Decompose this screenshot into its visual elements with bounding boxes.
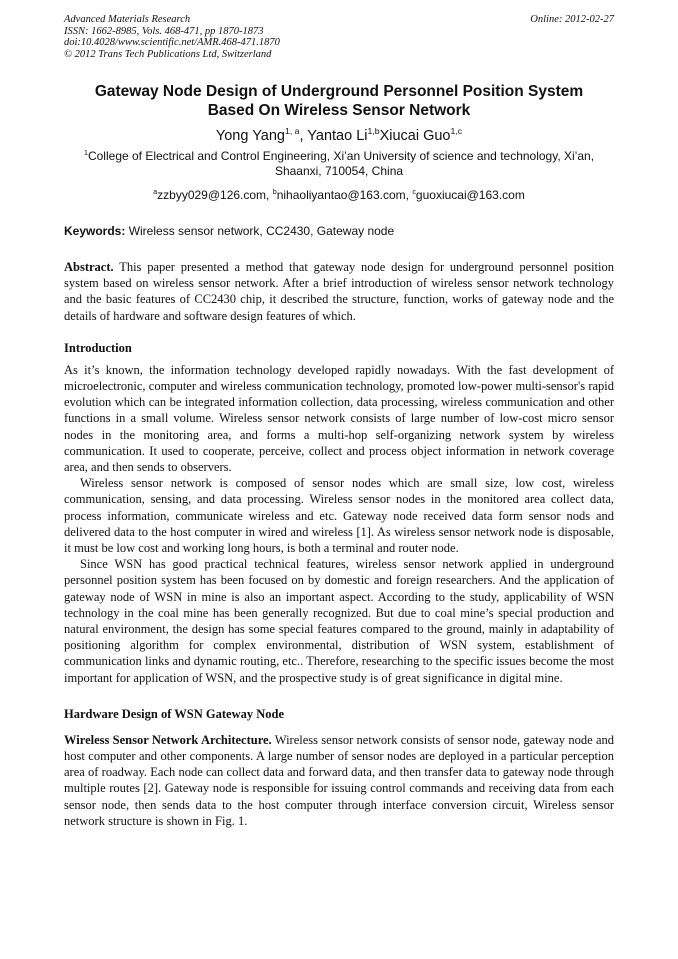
- hardware-heading: Hardware Design of WSN Gateway Node: [64, 706, 285, 721]
- keywords-text: Wireless sensor network, CC2430, Gateway node: [125, 224, 395, 238]
- author-emails: [64, 188, 614, 202]
- author-2-name: Yantao Li: [307, 128, 368, 144]
- paper-title-line-2: Based On Wireless Sensor Network: [207, 102, 471, 119]
- journal-name: Advanced Materials Research: [64, 14, 191, 25]
- journal-copyright: © 2012 Trans Tech Publications Ltd, Switzerland: [64, 48, 272, 60]
- email-a-sup: a: [153, 187, 158, 196]
- introduction-paragraph-1: As it’s known, the information technology developed rapidly nowadays. With the fast development of microelectronic, computer and wireless communication technology, promoted low-power multi-sensor's rapid evolution which can be integrated information collection, data processing, wireless communication and other functions in a small volume. Wireless sensor network consists of large number of low-cost micro sensor nodes in the monitoring area, and forms a multi-hop self-organizing network system by wireless communication. It used to cooperate, perceive, collect and process object information in network coverage area, and then sends to observers.: [64, 362, 614, 475]
- keywords-label: Keywords:: [64, 224, 126, 238]
- introduction-heading: Introduction: [64, 340, 132, 355]
- abstract: [64, 259, 614, 324]
- email-c-sup: c: [412, 187, 416, 196]
- architecture-subheading: Wireless Sensor Network Architecture.: [64, 732, 272, 747]
- author-separator: ,: [299, 128, 308, 144]
- hardware-paragraph-1: [64, 732, 614, 829]
- online-date: Online: 2012-02-27: [530, 14, 614, 25]
- email-b-sup: b: [272, 187, 277, 196]
- author-3-name: Xiucai Guo: [379, 128, 451, 144]
- paper-title-line-1: Gateway Node Design of Underground Personnel Position System: [94, 83, 584, 100]
- journal-doi: doi:10.4028/www.scientific.net/AMR.468-471.1870: [64, 37, 280, 48]
- paper-page: [64, 14, 614, 829]
- author-2-sup: 1,b: [367, 126, 380, 137]
- introduction-paragraph-2: Wireless sensor network is composed of sensor nodes which are small size, low cost, wireless communication, sensing, and data processing. Wireless sensor nodes in the monitored area collect data, process information, communicate wireless and etc. Gateway node received data form sensor nods and delivered data to the host computer in wired and wireless [1]. As wireless sensor network node is disposable, it must be low cost and working long hours, is both a terminal and router node.: [64, 476, 614, 556]
- email-b: nihaoliyantao@163.com,: [276, 188, 413, 202]
- journal-header: [64, 14, 614, 66]
- author-1-sup: 1, a: [284, 126, 300, 137]
- journal-issn: ISSN: 1662-8985, Vols. 468-471, pp 1870-1873: [64, 25, 264, 37]
- paper-title: [64, 82, 614, 120]
- affiliation: [64, 149, 614, 179]
- email-c: guoxiucai@163.com: [415, 188, 525, 202]
- author-list: [64, 128, 614, 144]
- introduction-paragraph-3: Since WSN has good practical technical features, wireless sensor network applied in underground personnel position system has been focused on by domestic and foreign researchers. And the application of gateway node of WSN in mine is also an important aspect. According to the study, applicability of WSN technology in the coal mine has been generally recognized. But due to coal mine’s special production and natural environment, the design has some special features compared to the ground, mainly in adaptability of positioning algorithm for complex environmental, distribution of WSN system, establishment of communication links and dynamic routing, etc.. Therefore, researching to the specific issues become the most important for application of WSN, and the prospective study is of great significance in digital mine.: [64, 557, 614, 685]
- affiliation-line-1: College of Electrical and Control Engineering, Xi’an University of science and technology, Xi’an,: [87, 149, 595, 163]
- author-1-name: Yong Yang: [215, 128, 285, 144]
- affiliation-line-2: Shaanxi, 710054, China: [274, 164, 404, 178]
- abstract-text: This paper presented a method that gateway node design for underground personnel position system based on wireless sensor network. After a brief introduction of wireless sensor network technology and the basic features of CC2430 chip, it described the structure, function, works of gateway node and the details of hardware and software design features of which.: [64, 260, 614, 323]
- abstract-label: Abstract.: [64, 260, 114, 274]
- email-a: zzbyy029@126.com,: [157, 188, 273, 202]
- hardware-paragraph-1-text: Wireless sensor network consists of sensor node, gateway node and host computer and other components. A large number of sensor nodes are deployed in a particular perception area of roadway. Each node can collect data and forward data, and then transfer data to gateway node through multiple routes [2]. Gateway node is responsible for issuing control commands and receiving data from each sensor node, then sends data to the host computer through interface conversion circuit, Wireless sensor network structure is shown in Fig. 1.: [64, 732, 614, 828]
- author-3-sup: 1,c: [450, 126, 463, 137]
- keywords: [64, 224, 614, 238]
- affiliation-sup: 1: [83, 148, 88, 157]
